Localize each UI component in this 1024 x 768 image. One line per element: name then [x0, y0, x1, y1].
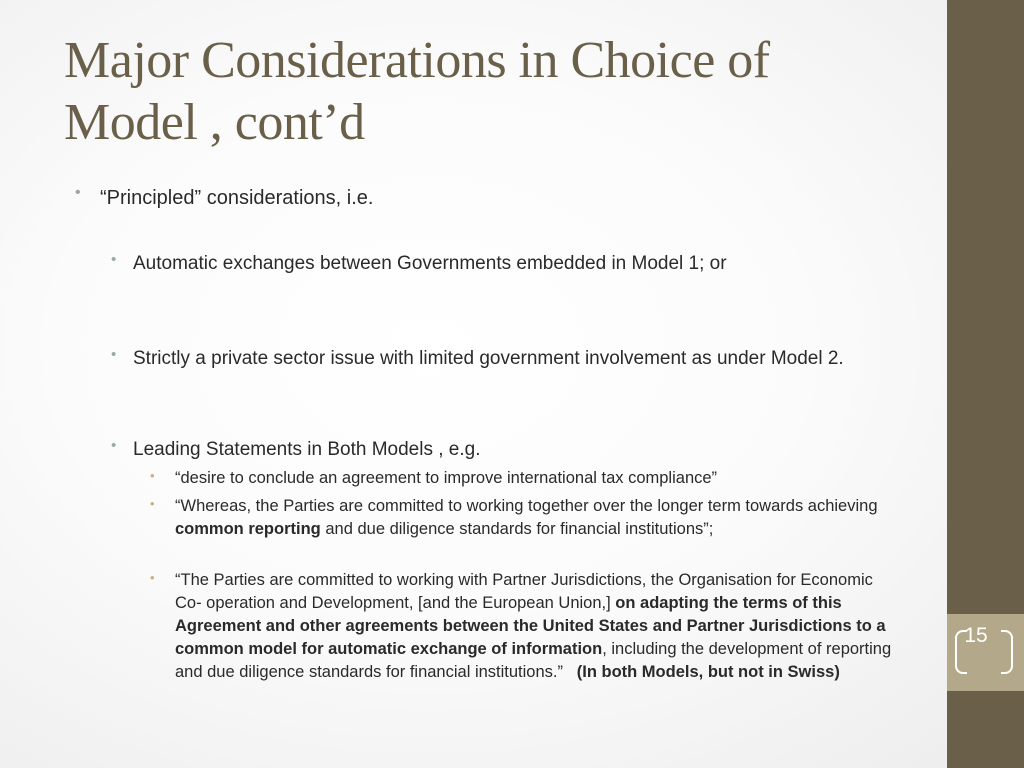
quote-parties-note: (In both Models, but not in Swiss)	[576, 663, 840, 681]
slide-title-line-1: Major Considerations in Choice of	[64, 32, 770, 89]
bullet-private-sector: Strictly a private sector issue with limited government involvement as under Model 2.	[133, 348, 844, 369]
quote-parties-text-end: , including the development of reporting and due diligence standards for financial institutions.”	[175, 640, 892, 681]
bullet-icon: •	[75, 184, 81, 201]
quote-parties-bold: on adapting the terms of this Agreement and other agreements between the United States and Partner Jurisdictions to a common model for automatic exchange of information	[175, 594, 886, 658]
quote-parties-text: “The Parties are committed to working with Partner Jurisdictions, the Organisation for Economic Co- operation and Development, [and the European Union,]	[175, 571, 873, 612]
bullet-automatic-exchanges: Automatic exchanges between Governments embedded in Model 1; or	[133, 253, 727, 274]
page-number-badge	[947, 614, 1024, 691]
bullet-icon: •	[111, 251, 117, 268]
quote-desire-to-conclude: “desire to conclude an agreement to improve international tax compliance”	[175, 469, 718, 487]
bullet-icon: •	[150, 496, 155, 511]
bullet-icon: •	[111, 346, 117, 363]
quote-whereas	[175, 495, 895, 541]
bullet-icon: •	[111, 437, 117, 454]
quote-parties-committed	[175, 569, 895, 684]
quote-whereas-bold: common reporting	[175, 520, 321, 538]
quote-whereas-text: “Whereas, the Parties are committed to working together over the longer term towards achieving	[175, 497, 878, 515]
page-number: 15	[964, 624, 988, 647]
bullet-leading-statements: Leading Statements in Both Models , e.g.	[133, 439, 481, 460]
bullet-icon: •	[150, 570, 155, 585]
bullet-principled-considerations: “Principled” considerations, i.e.	[100, 187, 374, 209]
slide-title	[64, 30, 924, 154]
bullet-icon: •	[150, 468, 155, 483]
slide-title-line-2: Model , cont’d	[64, 94, 365, 151]
quote-whereas-text-end: and due diligence standards for financial institutions”;	[320, 520, 714, 538]
